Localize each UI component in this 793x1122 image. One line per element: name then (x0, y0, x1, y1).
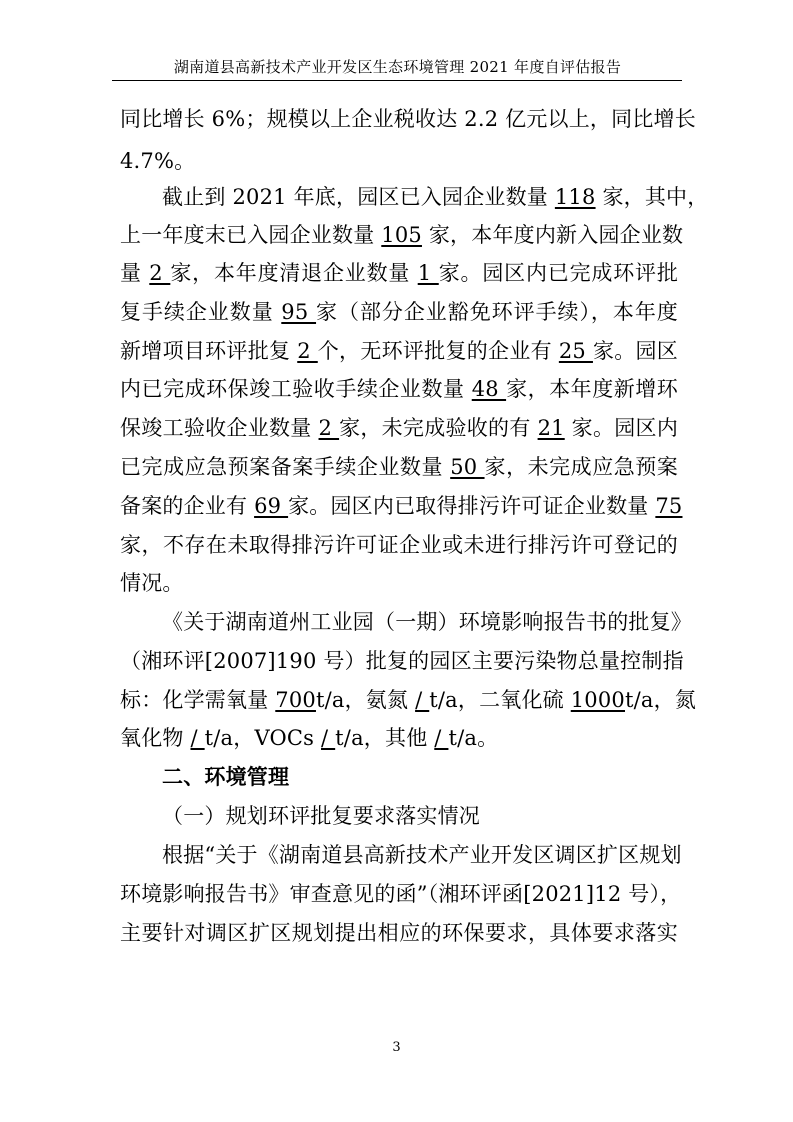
text: 家（部分企业豁免环评手续），本年度 (316, 300, 678, 324)
text: 同比增长 6%；规模以上企业税收达 2.2 亿元以上，同比增长 (120, 107, 696, 131)
paragraph-line (162, 840, 682, 870)
text: t/a，VOCs (204, 726, 322, 750)
text: 保竣工验收企业数量 (120, 416, 319, 440)
filled-value: 118 (554, 185, 596, 209)
text: 内已完成环保竣工验收手续企业数量 (120, 377, 472, 401)
subsection-heading: （一）规划环评批复要求落实情况 (162, 804, 480, 828)
text: 个，无环评批复的企业有 (317, 339, 559, 363)
text: （湘环评[2007]190 号）批复的园区主要污染物总量控制指 (120, 649, 684, 673)
text: t/a，二氧化硫 (429, 688, 571, 712)
filled-value: 105 (381, 223, 422, 247)
text: 家，本年度内新入园企业数 (421, 223, 684, 247)
paragraph-line (120, 530, 678, 560)
paragraph-line (120, 685, 697, 715)
text: 主要针对调区扩区规划提出相应的环保要求，具体要求落实 (120, 921, 678, 945)
text: 新增项目环评批复 (120, 339, 298, 363)
filled-value: / (415, 688, 430, 712)
text: t/a。 (448, 726, 499, 750)
text: 备案的企业有 (120, 494, 255, 518)
text: 标：化学需氧量 (120, 688, 276, 712)
text: 家，未完成验收的有 (339, 416, 538, 440)
filled-value: / (190, 726, 205, 750)
filled-value: 25 (558, 339, 593, 363)
text: 《关于湖南道州工业园（一期）环境影响报告书的批复》 (162, 610, 692, 634)
filled-value: 48 (471, 377, 507, 401)
paragraph-line (120, 258, 678, 288)
paragraph-line (120, 220, 684, 250)
paragraph-line (120, 879, 682, 909)
filled-value: 2 (297, 339, 318, 363)
paragraph-line (120, 918, 678, 948)
filled-value: 2 (149, 261, 171, 285)
filled-value: 21 (537, 416, 565, 440)
text: 家，本年度清退企业数量 (170, 261, 418, 285)
header-divider (112, 80, 682, 81)
paragraph-line (120, 146, 678, 176)
text: 根据“关于《湖南道县高新技术产业开发区调区扩区规划 (162, 843, 682, 867)
text: 截止到 2021 年底，园区已入园企业数量 (162, 185, 555, 209)
text: 量 (120, 261, 150, 285)
filled-value: 69 (254, 494, 289, 518)
paragraph-line (120, 568, 678, 598)
text: 情况。 (120, 571, 184, 595)
page-header-title: 湖南道县高新技术产业开发区生态环境管理 2021 年度自评估报告 (173, 58, 622, 76)
paragraph-line (120, 336, 678, 366)
text: 已完成应急预案备案手续企业数量 (120, 455, 451, 479)
text: t/a，其他 (335, 726, 435, 750)
section-heading: 二、环境管理 (162, 764, 290, 789)
paragraph-line (120, 491, 683, 521)
text: 氧化物 (120, 726, 191, 750)
text: 家，不存在未取得排污许可证企业或未进行排污许可登记的 (120, 533, 678, 557)
text: 家。园区内 (564, 416, 679, 440)
paragraph-line (120, 646, 684, 676)
filled-value: / (434, 726, 449, 750)
filled-value: 95 (281, 300, 317, 324)
text: t/a，氮 (625, 688, 697, 712)
paragraph-line (120, 413, 678, 443)
paragraph-line (162, 182, 709, 212)
page-number: 3 (392, 1040, 401, 1055)
filled-value: 2 (318, 416, 340, 440)
text: 家。园区内已完成环评批 (438, 261, 679, 285)
paragraph-line (120, 297, 678, 327)
text: 家，未完成应急预案 (484, 455, 679, 479)
paragraph-line (120, 723, 678, 753)
text: 家，其中， (595, 185, 709, 209)
paragraph-line (162, 607, 692, 637)
filled-value: 700 (275, 688, 316, 712)
text: 复手续企业数量 (120, 300, 282, 324)
filled-value: 1 (417, 261, 439, 285)
filled-value: 50 (450, 455, 485, 479)
text: 家，本年度新增环 (506, 377, 679, 401)
paragraph-line (120, 452, 678, 482)
paragraph-line (120, 374, 678, 404)
filled-value: 75 (655, 494, 683, 518)
filled-value: 1000 (570, 688, 625, 712)
text: 家。园区 (592, 339, 679, 363)
text: 环境影响报告书》审查意见的函”（湘环评函[2021]12 号）， (120, 882, 682, 906)
paragraph-line (120, 104, 696, 134)
filled-value: / (321, 726, 336, 750)
text: 4.7%。 (120, 149, 196, 173)
text: 家。园区内已取得排污许可证企业数量 (288, 494, 656, 518)
text: 上一年度末已入园企业数量 (120, 223, 382, 247)
text: t/a，氨氮 (315, 688, 416, 712)
